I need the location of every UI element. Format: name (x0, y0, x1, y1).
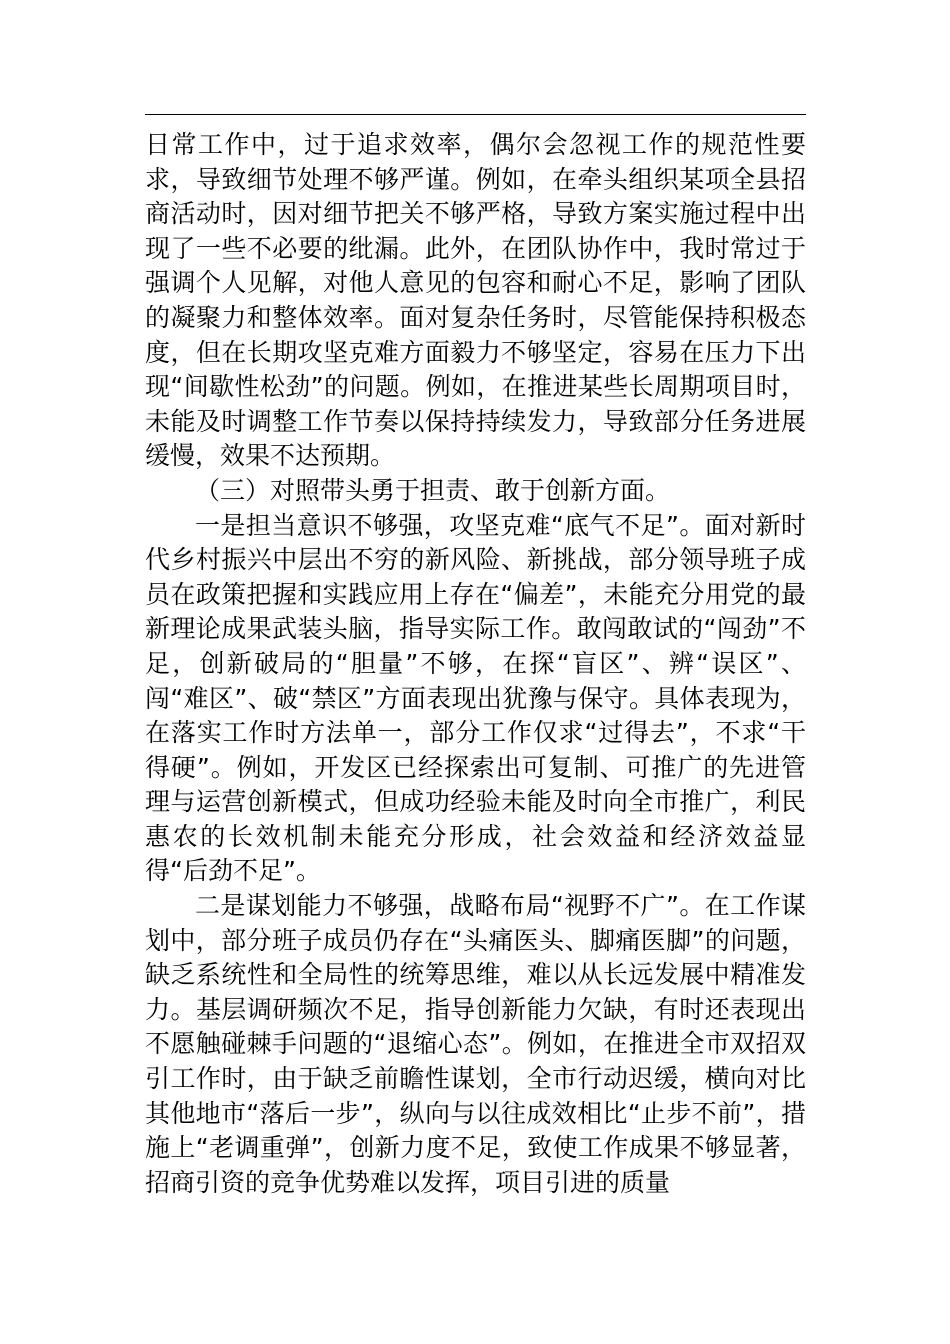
paragraph-point-one: 一是担当意识不够强，攻坚克难“底气不足”。面对新时代乡村振兴中层出不穷的新风险、新挑战，部分领导班子成员在政策把握和实践应用上存在“偏差”，未能充分用党的最新理论成果武装头脑，指导实际工作。敢闯敢试的“闯劲”不足，创新破局的“胆量”不够，在探“盲区”、辨“误区”、闯“难区”、破“禁区”方面表现出犹豫与保守。具体表现为，在落实工作时方法单一，部分工作仅求“过得去”，不求“干得硬”。例如，开发区已经探索出可复制、可推广的先进管理与运营创新模式，但成功经验未能及时向全市推广，利民惠农的长效机制未能充分形成，社会效益和经济效益显得“后劲不足”。 (145, 510, 806, 886)
header-rule (145, 114, 806, 115)
paragraph-point-two: 二是谋划能力不够强，战略布局“视野不广”。在工作谋划中，部分班子成员仍存在“头痛医头、脚痛医脚”的问题，缺乏系统性和全局性的统筹思维，难以从长远发展中精准发力。基层调研频次不足，指导创新能力欠缺，有时还表现出不愿触碰棘手问题的“退缩心态”。例如，在推进全市双招双引工作时，由于缺乏前瞻性谋划，全市行动迟缓，横向对比其他地市“落后一步”，纵向与以往成效相比“止步不前”，措施上“老调重弹”，创新力度不足，致使工作成果不够显著，招商引资的竞争优势难以发挥，项目引进的质量 (145, 891, 806, 1197)
paragraph-continuation: 日常工作中，过于追求效率，偶尔会忽视工作的规范性要求，导致细节处理不够严谨。例如，在牵头组织某项全县招商活动时，因对细节把关不够严格，导致方案实施过程中出现了一些不必要的纰漏。此外，在团队协作中，我时常过于强调个人见解，对他人意见的包容和耐心不足，影响了团队的凝聚力和整体效率。面对复杂任务时，尽管能保持积极态度，但在长期攻坚克难方面毅力不够坚定，容易在压力下出现“间歇性松劲”的问题。例如，在推进某些长周期项目时，未能及时调整工作节奏以保持持续发力，导致部分任务进展缓慢，效果不达预期。 (145, 130, 806, 471)
document-body (145, 128, 806, 1200)
section-heading: （三）对照带头勇于担责、敢于创新方面。 (195, 475, 671, 505)
